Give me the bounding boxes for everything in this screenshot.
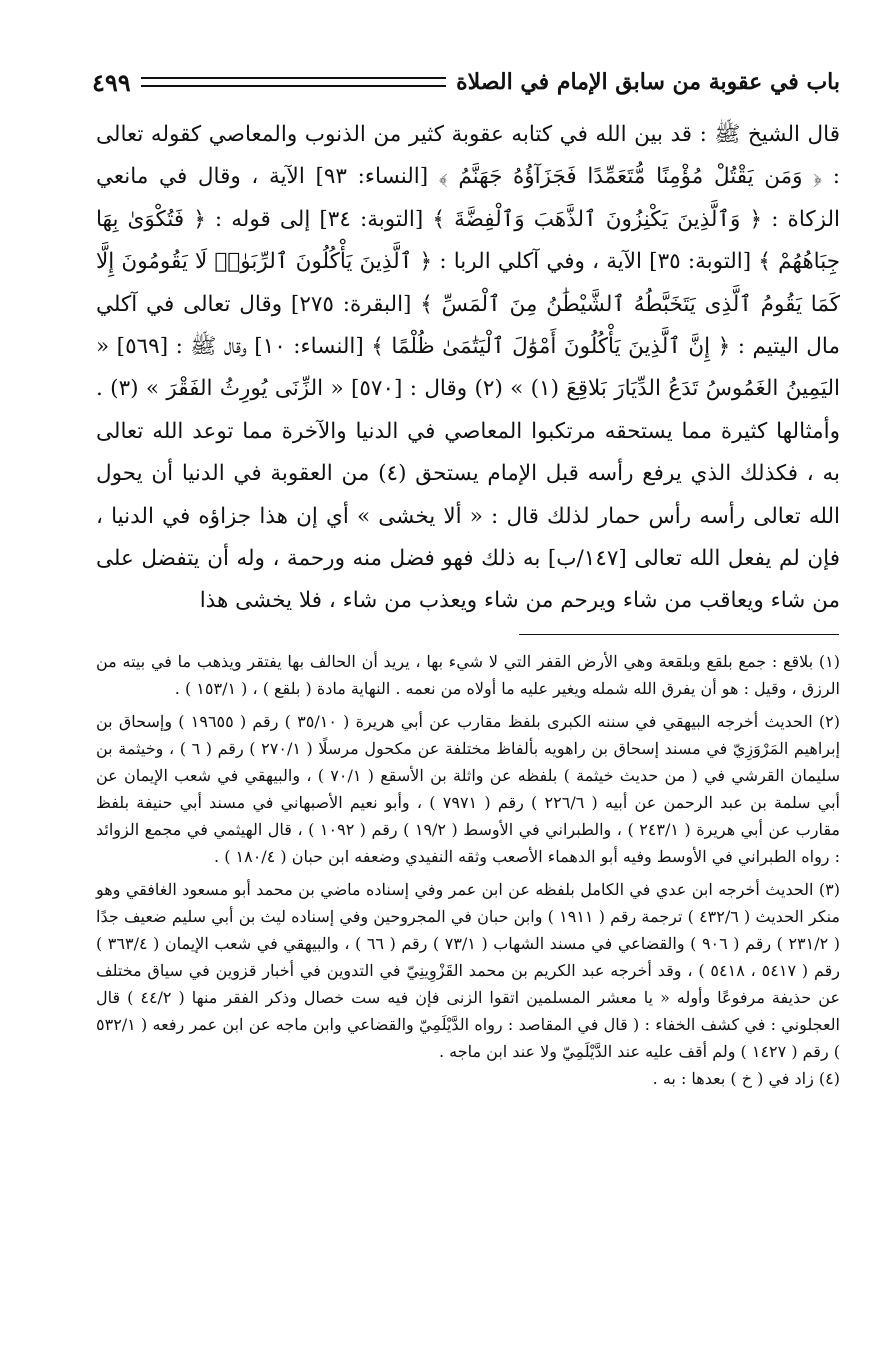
page-number: ٤٩٩ xyxy=(92,67,131,97)
header-rule xyxy=(141,77,446,87)
footnote-2: (٢) الحديث أخرجه البيهقي في سننه الكبرى بلفظ مقارب عن أبي هريرة ( ٣٥/١٠ ) رقم ( ١٩٦٥٥ ) وإسحاق بن إبراهيم المَرْوَزِيّ في مسند إسحاق بن راهويه بألفاظ مختلفة عن مكحول مرسلًا ( ٢٧٠/١ ) رقم ( ٦ ) ، وخيثمة بن سليمان القرشي في ( من حديث خيثمة ) بلفظه عن واثلة بن الأسقع ( ٧٠/١ ) ، والبيهقي في شعب الإيمان عن أبي سلمة بن عبد الرحمن عن أبيه ( ٢٢٦/٦ ) رقم ( ٧٩٧١ ) ، وأبو نعيم الأصبهاني في مسند أبي حنيفة بلفظ مقارب عن أبي هريرة ( ٢٤٣/١ ) ، والطبراني في الأوسط ( ١٩/٢ ) رقم ( ١٠٩٢ ) ، قال الهيثمي في مجمع الزوائد : رواه الطبراني في الأوسط وفيه أبو الدهماء الأصعب وثقه النفيدي وضعفه ابن حبان ( ١٨٠/٤ ) . xyxy=(96,712,841,866)
running-header xyxy=(92,62,840,102)
main-text xyxy=(96,114,840,623)
main-paragraph: قال الشيخ ﷺ : قد بين الله في كتابه عقوبة كثير من الذنوب والمعاصي كقوله تعالى : ﴿ وَمَن يَقْتُلْ مُؤْمِنًا مُّتَعَمِّدًا فَجَزَآؤُهُ جَهَنَّمُ ﴾ [النساء: ٩٣] الآية ، وقال في مانعي الزكاة : ﴿ وَٱلَّذِينَ يَكْنِزُونَ ٱلذَّهَبَ وَٱلْفِضَّةَ ﴾ [التوبة: ٣٤] إلى قوله : ﴿ فَتُكْوَىٰ بِهَا جِبَاهُهُمْ ﴾ [التوبة: ٣٥] الآية ، وفي آكلي الربا : ﴿ ٱلَّذِينَ يَأْكُلُونَ ٱلرِّبَوٰا۟ لَا يَقُومُونَ إِلَّا كَمَا يَقُومُ ٱلَّذِى يَتَخَبَّطُهُ ٱلشَّيْطَٰنُ مِنَ ٱلْمَسِّ ﴾ [البقرة: ٢٧٥] وقال تعالى في آكلي مال اليتيم : ﴿ إِنَّ ٱلَّذِينَ يَأْكُلُونَ أَمْوَٰلَ ٱلْيَتَٰمَىٰ ظُلْمًا ﴾ [النساء: ١٠] وقال ﷺ : [٥٦٩] « اليَمِينُ الغَمُوسُ تَدَعُ الدِّيَارَ بَلاقِعَ (١) » (٢) وقال : [٥٧٠] « الزِّنَى يُورِثُ الفَقْرَ » (٣) . وأمثالها كثيرة مما يستحقه مرتكبوا المعاصي في الدنيا والآخرة مما توعد الله تعالى به ، فكذلك الذي يرفع رأسه قبل الإمام يستحق (٤) من العقوبة في الدنيا أن يحول الله تعالى رأسه رأس حمار لذلك قال : « ألا يخشى » أي إن هذا جزاؤه في الدنيا ، فإن لم يفعل الله تعالى [١٤٧/ب] به ذلك فهو فضل منه ورحمة ، وله أن يتفضل على من شاء ويعاقب من شاء ويرحم من شاء ويعذب من شاء ، فلا يخشى هذا xyxy=(96,122,841,614)
footnote-3: (٣) الحديث أخرجه ابن عدي في الكامل بلفظه عن ابن عمر وفي إسناده ماضي بن محمد أبو مسعود الغافقي وهو منكر الحديث ( ٤٣٢/٦ ) ترجمة رقم ( ١٩١١ ) وابن حبان في المجروحين وفي إسناده ليث بن أبي سليم ضعيف جدًا ( ٢٣١/٢ ) رقم ( ٩٠٦ ) والقضاعي في مسند الشهاب ( ٧٣/١ ) رقم ( ٦٦ ) ، والبيهقي في شعب الإيمان ( ٣٦٣/٤ ) رقم ( ٥٤١٧ ، ٥٤١٨ ) ، وقد أخرجه عبد الكريم بن محمد القَزْوِينِيّ في التدوين في أخبار قزوين في سياق مختلف عن حذيفة مرفوعًا وأوله « يا معشر المسلمين اتقوا الزنى فإن فيه ست خصال وذكر الفقر منها ( ٤٤/٢ ) قال العجلوني : في كشف الخفاء : ( قال في المقاصد : رواه الدَّيْلَمِيّ والقضاعي وابن ماجه عن ابن عمر رفعه ( ٥٣٢/١ ) رقم ( ١٤٢٧ ) ولم أقف عليه عند الدَّيْلَمِيّ ولا عند ابن ماجه . xyxy=(96,880,841,1061)
footnote-separator xyxy=(519,634,839,635)
footnotes xyxy=(96,648,840,1092)
footnote-4: (٤) زاد في ( خ ) بعدها : به . xyxy=(652,1069,840,1088)
chapter-title: باب في عقوبة من سابق الإمام في الصلاة xyxy=(456,69,840,95)
footnote-1: (١) بلاقع : جمع بلقع وبلقعة وهي الأرض القفر التي لا شيء بها ، يريد أن الحالف بها يفتقر ويذهب ما في بيته من الرزق ، وقيل : هو أن يفرق الله شمله ويغير عليه ما أولاه من نعمه . النهاية مادة ( بلقع ) ، ( ١٥٣/١ ) . xyxy=(96,652,840,698)
